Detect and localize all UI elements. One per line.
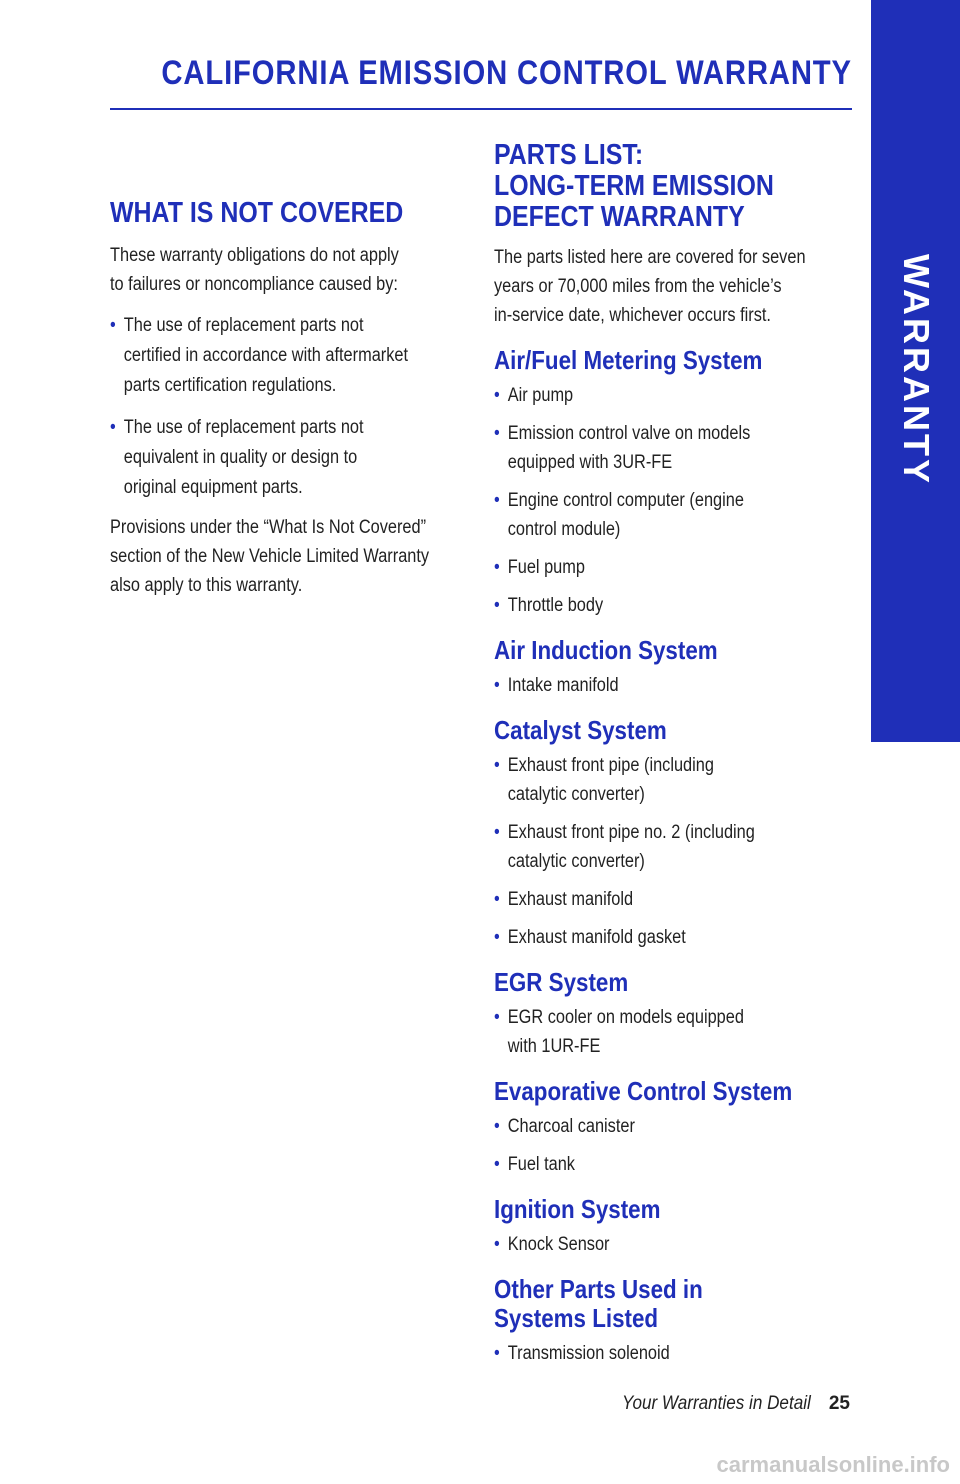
list-item (494, 381, 804, 410)
text-line: parts certification regulations. (123, 375, 337, 396)
system-heading (494, 636, 804, 665)
list-item (494, 1230, 804, 1259)
system-heading-line: Ignition System (494, 1194, 661, 1224)
system-heading (494, 1275, 804, 1333)
system-parts-list (494, 1230, 804, 1259)
system-parts-list (494, 1339, 804, 1368)
text-line: The use of replacement parts not (123, 315, 364, 336)
not-covered-section (110, 198, 470, 600)
heading-line: PARTS LIST: (494, 139, 644, 171)
watermark: carmanualsonline.info (716, 1452, 950, 1477)
system-parts-list (494, 1112, 804, 1179)
bullet-icon: • (110, 315, 116, 336)
list-item (110, 413, 420, 503)
parts-systems (494, 346, 854, 1368)
text-line: years or 70,000 miles from the vehicle’s (494, 276, 782, 297)
bullet-icon: • (494, 755, 500, 776)
heading-line: DEFECT WARRANTY (494, 201, 745, 233)
list-item (494, 1112, 804, 1141)
list-item (494, 751, 804, 809)
text-line: with 1UR-FE (507, 1036, 601, 1057)
text-line: Transmission solenoid (507, 1343, 670, 1364)
provisions-paragraph (110, 513, 430, 600)
system-heading-line: Other Parts Used in (494, 1274, 703, 1304)
text-line: section of the New Vehicle Limited Warranty (110, 546, 430, 567)
text-line: Emission control valve on models (507, 423, 751, 444)
bullet-icon: • (494, 1234, 500, 1255)
text-line: Exhaust manifold (507, 889, 634, 910)
list-item (494, 486, 804, 544)
list-item (494, 1339, 804, 1368)
system-parts-list (494, 751, 804, 952)
list-item (494, 818, 804, 876)
parts-list-section (494, 140, 854, 1368)
not-covered-intro (110, 241, 420, 299)
text-line: Exhaust manifold gasket (507, 927, 686, 948)
not-covered-list (110, 311, 420, 503)
footer-text: Your Warranties in Detail (622, 1393, 811, 1414)
bullet-icon: • (494, 889, 500, 910)
list-item (494, 885, 804, 914)
system-heading-line: Air/Fuel Metering System (494, 345, 763, 375)
text-line: Exhaust front pipe (including (507, 755, 714, 776)
system-parts-list (494, 381, 804, 620)
list-item (494, 591, 804, 620)
text-line: The parts listed here are covered for seven (494, 247, 806, 268)
system-heading (494, 1195, 804, 1224)
text-line: original equipment parts. (123, 477, 303, 498)
text-line: Engine control computer (engine (507, 490, 744, 511)
system-heading (494, 346, 804, 375)
list-item (494, 553, 804, 582)
system-heading (494, 716, 804, 745)
text-line: The use of replacement parts not (123, 417, 364, 438)
text-line: catalytic converter) (507, 784, 645, 805)
text-line: also apply to this warranty. (110, 575, 303, 596)
system-parts-list (494, 1003, 804, 1061)
text-line: Intake manifold (507, 675, 619, 696)
text-line: Air pump (507, 385, 574, 406)
text-line: Provisions under the “What Is Not Covered” (110, 517, 427, 538)
text-line: catalytic converter) (507, 851, 645, 872)
system-heading-line: EGR System (494, 967, 629, 997)
text-line: certified in accordance with aftermarket (123, 345, 409, 366)
list-item (494, 1003, 804, 1061)
text-line: control module) (507, 519, 621, 540)
not-covered-heading: WHAT IS NOT COVERED (110, 197, 404, 229)
parts-list-intro (494, 243, 804, 330)
bullet-icon: • (494, 1343, 500, 1364)
text-line: in-service date, whichever occurs first. (494, 305, 771, 326)
page-number: 25 (828, 1393, 850, 1414)
text-line: Exhaust front pipe no. 2 (including (507, 822, 755, 843)
side-tab (871, 0, 960, 742)
bullet-icon: • (110, 417, 116, 438)
side-tab-label: WARRANTY (895, 254, 937, 486)
bullet-icon: • (494, 675, 500, 696)
text-line: equivalent in quality or design to (123, 447, 358, 468)
system-heading-line: Air Induction System (494, 635, 718, 665)
text-line: EGR cooler on models equipped (507, 1007, 744, 1028)
list-item (494, 419, 804, 477)
page-footer (601, 1393, 850, 1415)
bullet-icon: • (494, 1116, 500, 1137)
list-item (494, 923, 804, 952)
heading-line: LONG-TERM EMISSION (494, 170, 774, 202)
bullet-icon: • (494, 423, 500, 444)
bullet-icon: • (494, 822, 500, 843)
system-heading (494, 968, 804, 997)
page-title: CALIFORNIA EMISSION CONTROL WARRANTY (161, 54, 852, 92)
bullet-icon: • (494, 385, 500, 406)
system-heading-line: Evaporative Control System (494, 1076, 793, 1106)
list-item (494, 1150, 804, 1179)
list-item (494, 671, 804, 700)
bullet-icon: • (494, 557, 500, 578)
bullet-icon: • (494, 1154, 500, 1175)
bullet-icon: • (494, 1007, 500, 1028)
bullet-icon: • (494, 595, 500, 616)
text-line: equipped with 3UR-FE (507, 452, 673, 473)
text-line: Throttle body (507, 595, 604, 616)
text-line: Fuel pump (507, 557, 585, 578)
text-line: Fuel tank (507, 1154, 575, 1175)
system-heading (494, 1077, 804, 1106)
system-parts-list (494, 671, 804, 700)
system-heading-line: Systems Listed (494, 1303, 659, 1333)
list-item (110, 311, 420, 401)
bullet-icon: • (494, 490, 500, 511)
text-line: Knock Sensor (507, 1234, 610, 1255)
system-heading-line: Catalyst System (494, 715, 667, 745)
parts-list-heading (494, 140, 804, 233)
text-line: These warranty obligations do not apply (110, 245, 399, 266)
page-header (110, 52, 852, 110)
text-line: Charcoal canister (507, 1116, 635, 1137)
text-line: to failures or noncompliance caused by: (110, 274, 398, 295)
bullet-icon: • (494, 927, 500, 948)
